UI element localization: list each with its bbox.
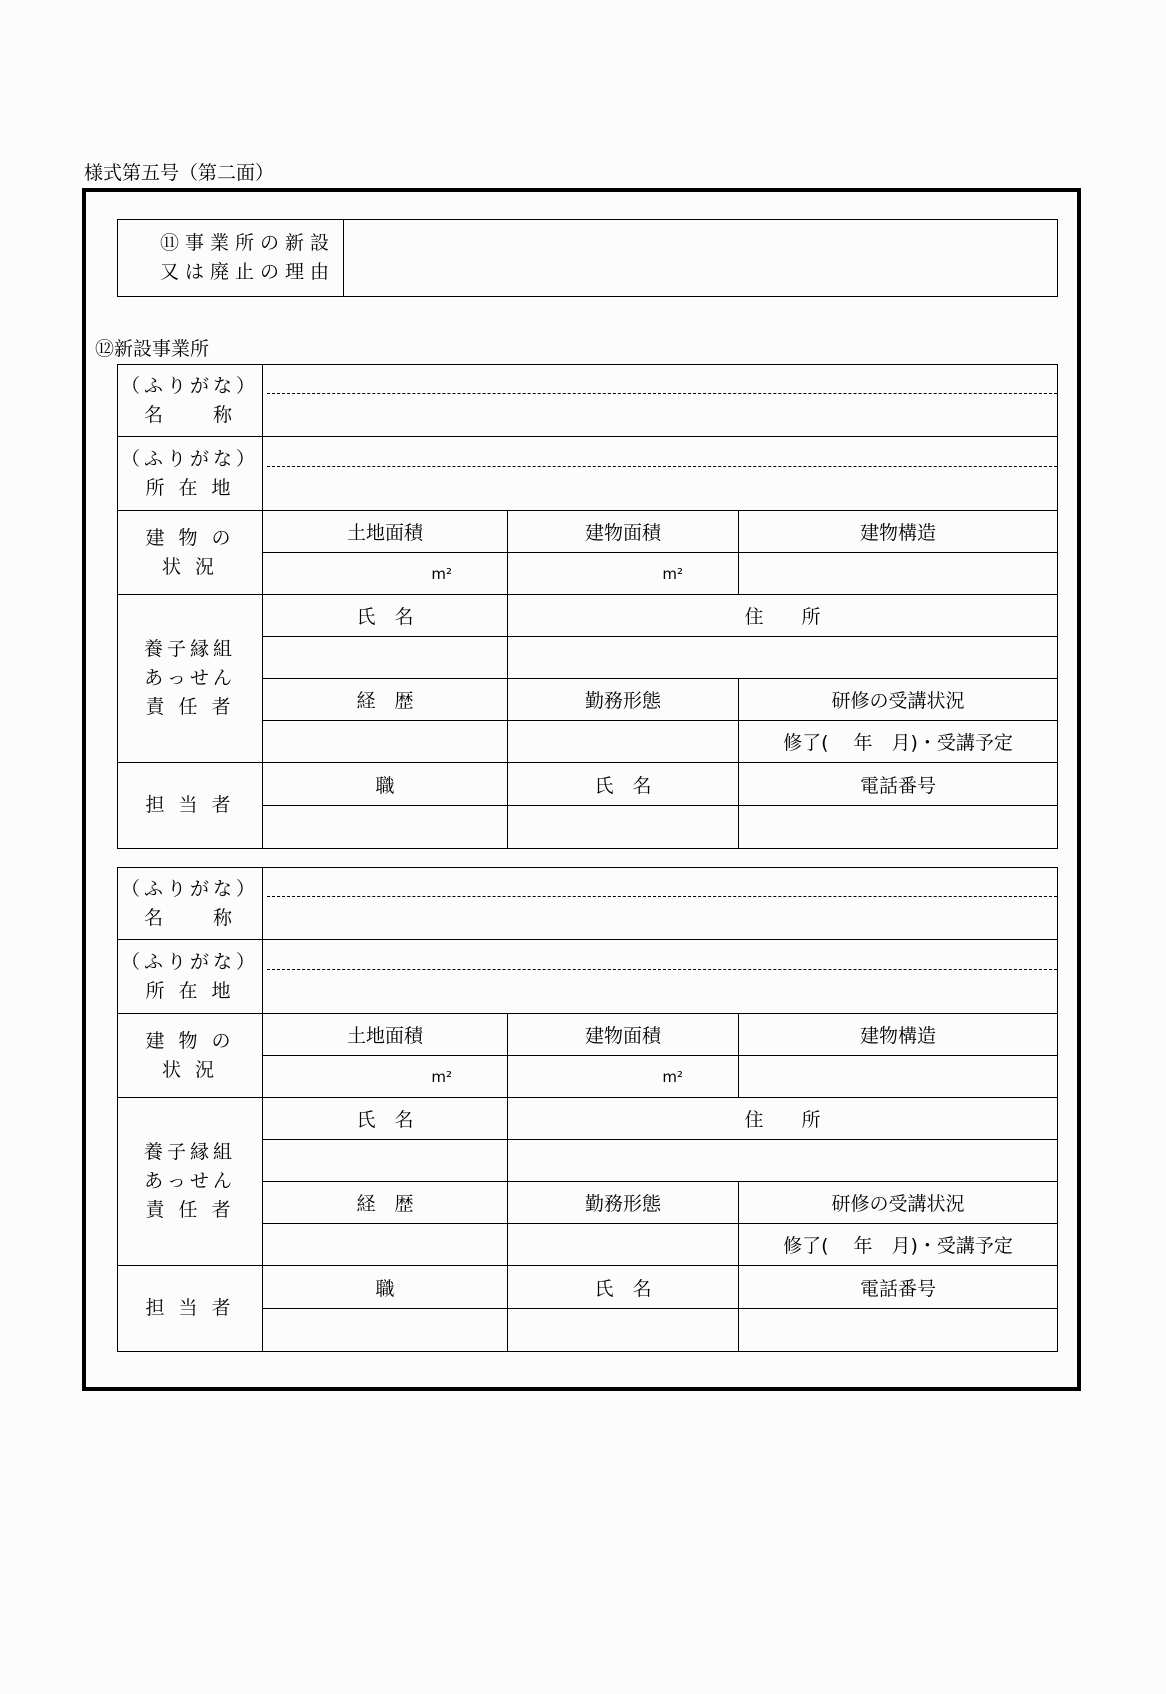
sqm-unit: m² [431, 1067, 452, 1086]
name-input[interactable] [263, 365, 1058, 437]
adoption-officer-label [118, 595, 263, 763]
career-input[interactable] [263, 1224, 508, 1266]
career-input[interactable] [263, 721, 508, 763]
adoption-officer-label [118, 1098, 263, 1266]
land-area-input[interactable] [263, 1056, 508, 1098]
building-label-line2: 状 況 [161, 1058, 219, 1081]
work-style-input[interactable] [508, 1224, 739, 1266]
career-header: 経 歴 [263, 679, 508, 721]
furigana-dashed-line [267, 896, 1057, 897]
location-input[interactable] [263, 437, 1058, 511]
location-label [118, 940, 263, 1014]
reason-label-line1: ⑪事業所の新設 [159, 232, 335, 254]
sqm-unit: m² [662, 1067, 683, 1086]
location-label-text: 所 在 地 [145, 979, 235, 1002]
phone-input[interactable] [739, 806, 1058, 849]
officer-name-header: 氏 名 [263, 595, 508, 637]
furigana-dashed-line [267, 466, 1057, 467]
reason-label-line2: 又は廃止の理由 [159, 261, 335, 283]
building-area-input[interactable] [508, 1056, 739, 1098]
position-input[interactable] [263, 1309, 508, 1352]
reason-label [118, 220, 344, 297]
structure-header: 建物構造 [739, 1014, 1058, 1056]
land-area-input[interactable] [263, 553, 508, 595]
reason-input[interactable] [344, 220, 1058, 297]
building-area-header: 建物面積 [508, 1014, 739, 1056]
name-label-text: 名 称 [143, 906, 236, 929]
name-label [118, 365, 263, 437]
career-header: 経 歴 [263, 1182, 508, 1224]
officer-address-header: 住 所 [508, 595, 1058, 637]
form-title: 様式第五号（第二面） [84, 162, 275, 184]
officer-name-input[interactable] [263, 1140, 508, 1182]
phone-input[interactable] [739, 1309, 1058, 1352]
structure-input[interactable] [739, 553, 1058, 595]
position-header: 職 [263, 763, 508, 806]
officer-address-header: 住 所 [508, 1098, 1058, 1140]
adoption-label-line3: 責 任 者 [145, 1199, 235, 1221]
officer-name-header: 氏 名 [263, 1098, 508, 1140]
name-label [118, 868, 263, 940]
adoption-label-line2: あっせん [144, 667, 236, 689]
structure-input[interactable] [739, 1056, 1058, 1098]
furigana-label: （ふりがな） [120, 950, 259, 973]
furigana-label: （ふりがな） [120, 447, 259, 470]
work-style-header: 勤務形態 [508, 679, 739, 721]
adoption-label-line1: 養子縁組 [143, 638, 236, 660]
contact-person-label: 担 当 者 [118, 1266, 263, 1352]
land-area-header: 土地面積 [263, 1014, 508, 1056]
location-input[interactable] [263, 940, 1058, 1014]
building-label-line1: 建 物 の [145, 526, 235, 549]
contact-name-input[interactable] [508, 806, 739, 849]
sqm-unit: m² [662, 564, 683, 583]
contact-name-header: 氏 名 [508, 763, 739, 806]
building-label-line2: 状 況 [161, 555, 219, 578]
officer-address-input[interactable] [508, 637, 1058, 679]
training-status-field[interactable]: 修了( 年 月)・受講予定 [739, 721, 1058, 763]
sqm-unit: m² [431, 564, 452, 583]
contact-person-label: 担 当 者 [118, 763, 263, 849]
section12-label: ⑫新設事業所 [95, 338, 210, 360]
adoption-label-line2: あっせん [144, 1170, 236, 1192]
building-area-header: 建物面積 [508, 511, 739, 553]
establishment-table [117, 867, 1058, 1352]
training-header: 研修の受講状況 [739, 1182, 1058, 1224]
building-area-input[interactable] [508, 553, 739, 595]
building-label [118, 1014, 263, 1098]
work-style-header: 勤務形態 [508, 1182, 739, 1224]
training-status-field[interactable]: 修了( 年 月)・受講予定 [739, 1224, 1058, 1266]
building-label [118, 511, 263, 595]
contact-name-input[interactable] [508, 1309, 739, 1352]
furigana-dashed-line [267, 969, 1057, 970]
furigana-dashed-line [267, 393, 1057, 394]
name-input[interactable] [263, 868, 1058, 940]
adoption-label-line1: 養子縁組 [143, 1141, 236, 1163]
location-label [118, 437, 263, 511]
building-label-line1: 建 物 の [145, 1029, 235, 1052]
phone-header: 電話番号 [739, 1266, 1058, 1309]
contact-name-header: 氏 名 [508, 1266, 739, 1309]
location-label-text: 所 在 地 [145, 476, 235, 499]
reason-table [117, 219, 1058, 297]
training-header: 研修の受講状況 [739, 679, 1058, 721]
officer-name-input[interactable] [263, 637, 508, 679]
position-input[interactable] [263, 806, 508, 849]
phone-header: 電話番号 [739, 763, 1058, 806]
furigana-label: （ふりがな） [120, 374, 259, 397]
land-area-header: 土地面積 [263, 511, 508, 553]
adoption-label-line3: 責 任 者 [145, 696, 235, 718]
establishment-table [117, 364, 1058, 849]
name-label-text: 名 称 [143, 403, 236, 426]
position-header: 職 [263, 1266, 508, 1309]
structure-header: 建物構造 [739, 511, 1058, 553]
furigana-label: （ふりがな） [120, 877, 259, 900]
officer-address-input[interactable] [508, 1140, 1058, 1182]
work-style-input[interactable] [508, 721, 739, 763]
